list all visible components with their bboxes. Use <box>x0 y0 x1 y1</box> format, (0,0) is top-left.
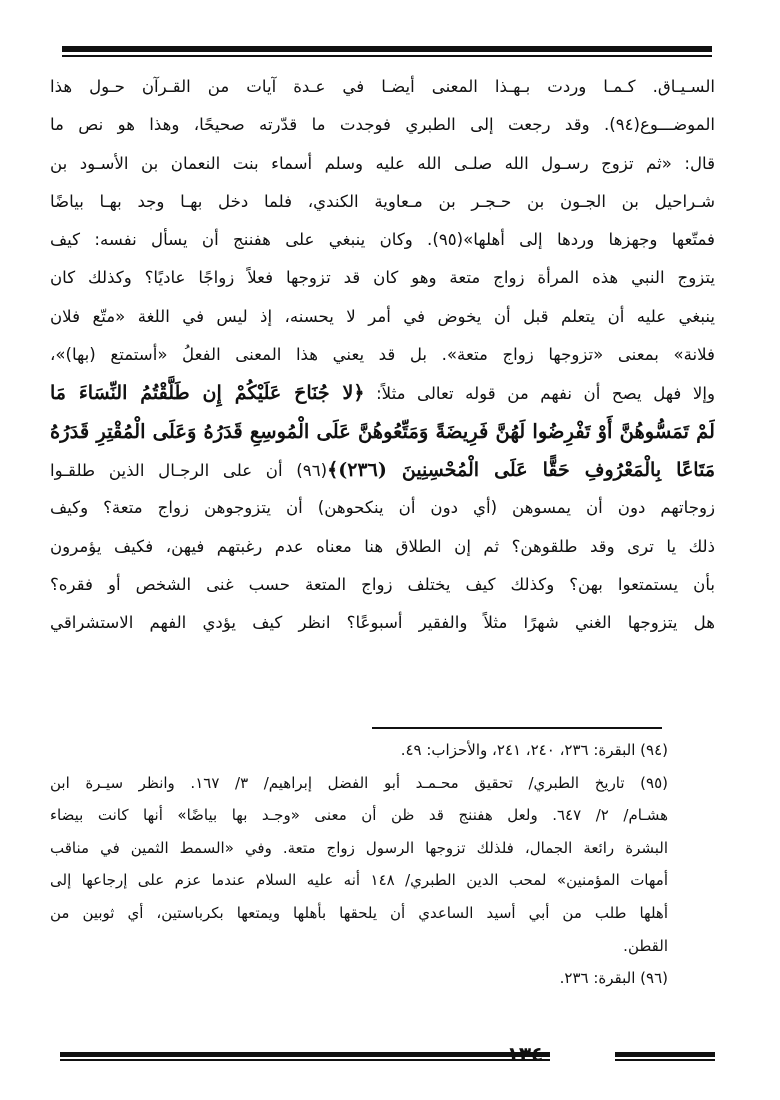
bottom-rule-thick-right <box>615 1052 715 1057</box>
top-rule-thick <box>62 46 712 52</box>
footnote-line: البشرة رائعة الجمال، فلذلك تزوجها الرسول زواج متعة. وفي «السمط الثمين في مناقب <box>50 838 668 857</box>
footnotes <box>50 734 668 995</box>
footnote-line: أهلها طلب من أبي أسيد الساعدي أن يلحقها بأهلها ويمتعها بكرباستين، أي ثوبين من <box>50 903 668 922</box>
body-line: يتزوج النبي هذه المرأة زواج متعة وهو كان قد تزوجها فعلاً زواجًا عاديًا؟ وكذلك كان <box>50 268 715 288</box>
bottom-rule-thin-left <box>60 1059 550 1061</box>
footnote-line: (٩٦) البقرة: ٢٣٦. <box>559 969 668 988</box>
top-rule-thin <box>62 55 712 57</box>
body-line: فمتّعها وجهزها وردها إلى أهلها»(٩٥). وكان ينبغي على هفننج أن يسأل نفسه: كيف <box>50 230 715 250</box>
quran-verse-end: مَتَاعًا بِالْمَعْرُوفِ حَقًّا عَلَى الْمُحْسِنِينَ (٢٣٦)﴾ <box>327 458 715 481</box>
footnote-line: أمهات المؤمنين» لمحب الدين الطبري/ ١٤٨ أنه عليه السلام عندما عزم على إرجاعها إلى <box>50 871 668 890</box>
bottom-double-rule <box>60 1050 715 1062</box>
quran-verse-start: ﴿لا جُنَاحَ عَلَيْكُمْ إِن طَلَّقْتُمُ النِّسَاءَ مَا <box>50 382 365 405</box>
body-line: هل يتزوجها الغني شهرًا مثلاً والفقير أسبوعًا؟ انظر كيف يؤدي الفهم الاستشراقي <box>50 613 715 633</box>
top-double-rule <box>62 46 712 58</box>
footnote-line: هشـام/ ٢/ ٦٤٧. ولعل هفننج قد ظن أن معنى «وجـد بها بياضًا» أنها كانت بيضاء <box>50 806 668 825</box>
quran-verse-line: لَمْ تَمَسُّوهُنَّ أَوْ تَفْرِضُوا لَهُنَّ فَرِيضَةً وَمَتِّعُوهُنَّ عَلَى الْمُوسِعِ قَدَرُهُ وَعَلَى الْمُقْتِرِ قَدَرُهُ <box>50 419 715 443</box>
page-number: ١٣٤ <box>506 1042 544 1066</box>
footnote-line: (٩٤) البقرة: ٢٣٦، ٢٤٠، ٢٤١، والأحزاب: ٤٩. <box>400 741 668 759</box>
body-line: بأن يستمتعوا بهن؟ وكذلك كيف يختلف زواج المتعة حسب غنى الشخص أو فقره؟ <box>50 574 715 594</box>
body-line: قال: «ثم تزوج رسـول الله صلـى الله عليه وسلم أسماء بنت النعمان بن الأسـود بن <box>50 153 715 173</box>
quran-intro-text: وإلا فهل يصح أن نفهم من قوله تعالى مثلاً: <box>376 384 715 404</box>
footnote-line: (٩٥) تاريخ الطبري/ تحقيق محـمـد أبو الفضل إبراهيم/ ٣/ ١٦٧. وانظر سيـرة ابن <box>50 773 668 792</box>
quran-end-text: (٩٦) أن على الرجـال الذين طلقـوا <box>50 460 328 480</box>
body-line: السـيـاق. كـمـا وردت بـهـذا المعنى أيضـا في عـدة آيات من القـرآن حـول هذا <box>50 77 715 96</box>
quran-end-line <box>50 451 715 489</box>
body-line: ذلك يا ترى وقد طلقوهن؟ ثم إن الطلاق هنا معناه عدم رغبتهم فيهن، فكيف يؤمرون <box>50 536 715 556</box>
footnote-line: القطن. <box>623 936 668 955</box>
body-line: فلانة» بمعنى «تزوجها زواج متعة». بل قد يعني هذا المعنى الفعلُ «أستمتع (بها)»، <box>50 345 715 365</box>
bottom-rule-thin-right <box>615 1059 715 1061</box>
body-line: شـراحيل بن الجـون بن حـجـر بن مـعاوية الكندي، فلما دخل بهـا وجد بهـا بياضًا <box>50 191 715 211</box>
body-line: ينبغي عليه أن يتعلم قبل أن يخوض في أمر لا يحسنه، إذ ليس في اللغة «متّع فلان <box>50 306 715 326</box>
quran-intro-line <box>50 374 715 412</box>
main-text <box>50 68 715 642</box>
body-line: الموضـــوع(٩٤). وقد رجعت إلى الطبري فوجدت ما قدّرته صحيحًا، وهذا هو نص ما <box>50 115 715 135</box>
footnote-separator <box>372 727 662 729</box>
body-line: زوجاتهم دون أن يمسوهن (أي دون أن ينكحوهن) أن يتزوجوهن زواج متعة؟ وكيف <box>50 498 715 518</box>
bottom-rule-thick-left <box>60 1052 550 1057</box>
